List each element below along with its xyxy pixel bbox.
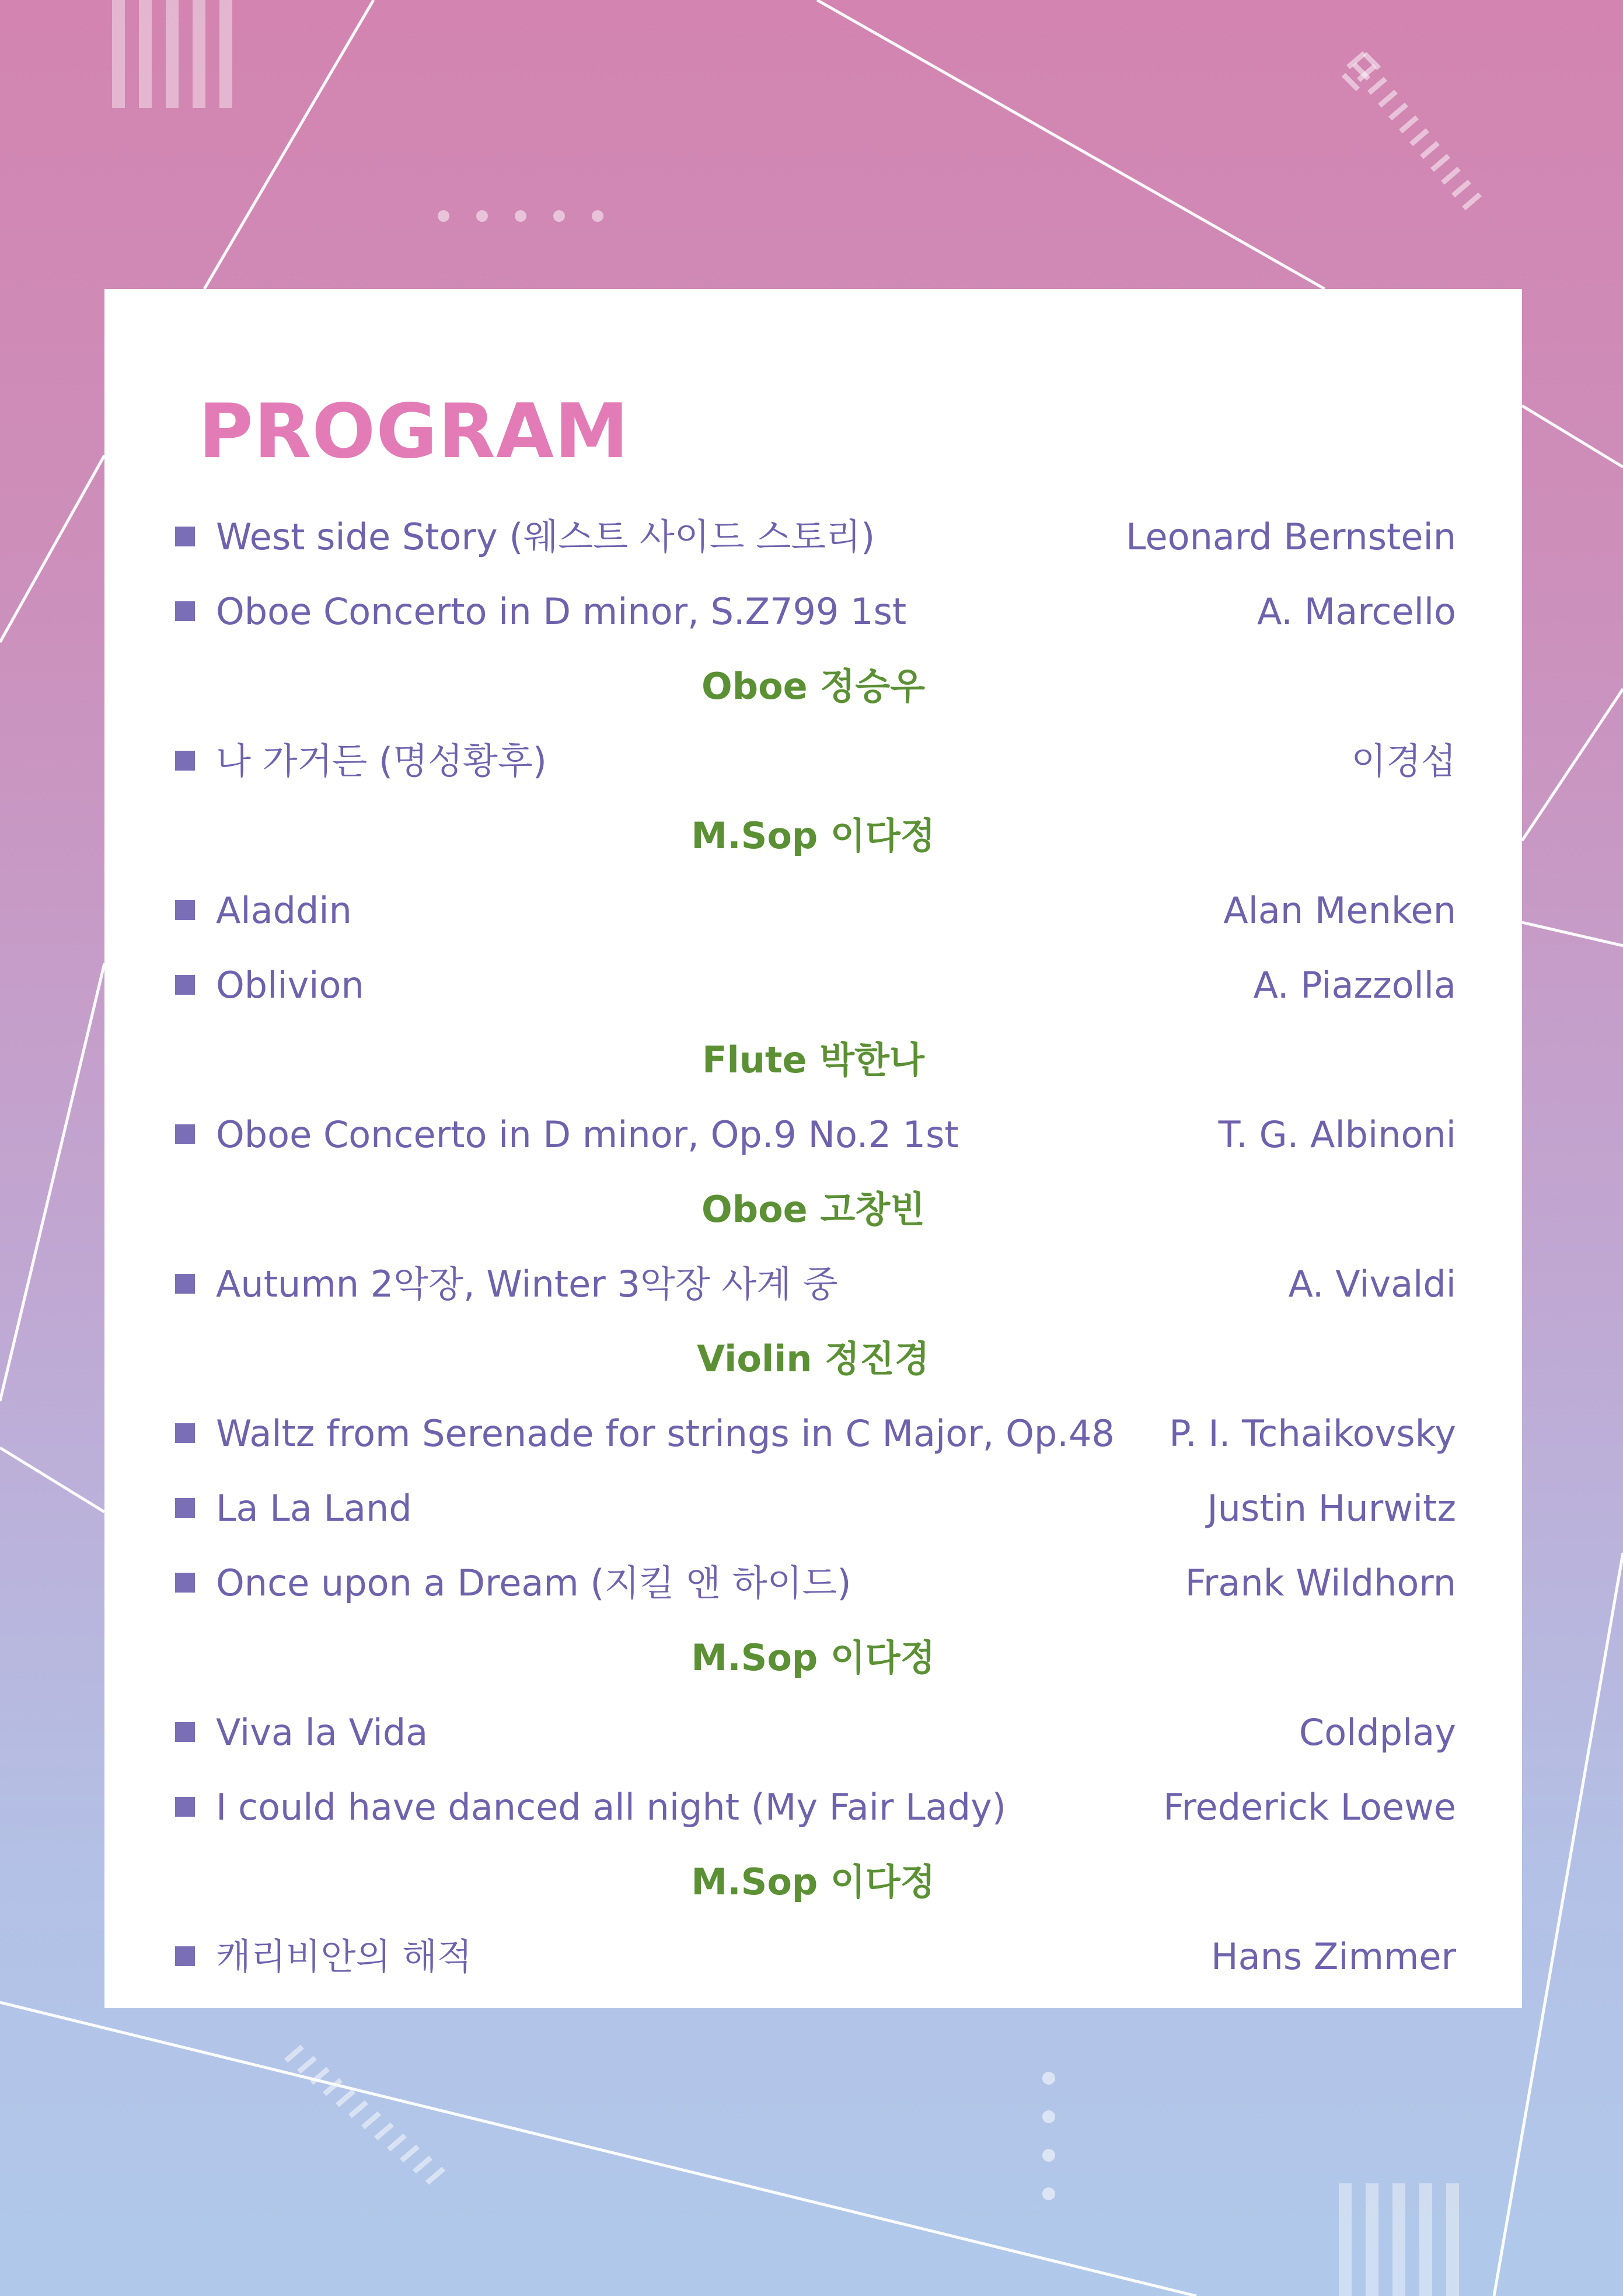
square-bullet-icon bbox=[175, 1274, 195, 1294]
performer-line: Violin 정진경 bbox=[697, 1337, 930, 1380]
composer-name: Frank Wildhorn bbox=[1185, 1562, 1456, 1604]
composer-name: Leonard Bernstein bbox=[1126, 515, 1456, 558]
program-item bbox=[175, 1255, 1456, 1314]
square-bullet-icon bbox=[175, 1124, 195, 1144]
hatch-mark bbox=[299, 2058, 315, 2072]
square-bullet-icon bbox=[175, 975, 195, 995]
program-item bbox=[175, 1479, 1456, 1538]
composer-name: Justin Hurwitz bbox=[1207, 1487, 1456, 1529]
hatch-mark bbox=[1453, 182, 1470, 196]
piece-title: 나 가거든 (명성황후) bbox=[216, 740, 547, 782]
composer-name: A. Vivaldi bbox=[1288, 1263, 1456, 1305]
square-bullet-icon bbox=[175, 1797, 195, 1817]
performer-line: Oboe 고창빈 bbox=[701, 1188, 925, 1231]
square-bullet-icon bbox=[175, 1946, 195, 1966]
performer-line: M.Sop 이다정 bbox=[691, 1861, 936, 1903]
program-item bbox=[175, 1703, 1456, 1762]
piece-title: Autumn 2악장, Winter 3악장 사계 중 bbox=[216, 1263, 838, 1305]
composer-name: A. Piazzolla bbox=[1253, 964, 1456, 1006]
square-bullet-icon bbox=[175, 1722, 195, 1742]
program-item bbox=[175, 882, 1456, 940]
square-bullet-icon bbox=[175, 601, 195, 621]
hatch-mark bbox=[376, 2124, 392, 2138]
performer-line: M.Sop 이다정 bbox=[691, 814, 936, 857]
hatch-mark bbox=[1411, 130, 1427, 144]
square-bullet-icon bbox=[175, 1573, 195, 1593]
hatch-mark bbox=[1432, 156, 1449, 170]
square-bullet-icon bbox=[175, 751, 195, 771]
piece-title: Once upon a Dream (지킬 앤 하이드) bbox=[216, 1562, 851, 1604]
hatch-mark bbox=[350, 2102, 367, 2116]
composer-name: Hans Zimmer bbox=[1210, 1935, 1456, 1978]
piece-title: 캐리비안의 해적 bbox=[216, 1935, 472, 1978]
piece-title: La La Land bbox=[216, 1487, 412, 1529]
program-item bbox=[175, 1928, 1456, 1986]
performer-line: Oboe 정승우 bbox=[701, 665, 925, 708]
piece-title: I could have danced all night (My Fair Lady) bbox=[216, 1786, 1006, 1828]
hatch-mark bbox=[1369, 79, 1385, 93]
hatch-mark bbox=[414, 2158, 431, 2172]
square-bullet-icon bbox=[175, 1498, 195, 1518]
hatch-mark bbox=[1443, 169, 1459, 183]
hatch-mark bbox=[389, 2135, 405, 2149]
hatch-mark bbox=[363, 2113, 379, 2127]
square-bullet-icon bbox=[175, 900, 195, 920]
composer-name: Frederick Loewe bbox=[1163, 1786, 1456, 1828]
program-item bbox=[175, 1554, 1456, 1612]
piece-title: Oblivion bbox=[216, 964, 364, 1006]
piece-title: Viva la Vida bbox=[216, 1711, 428, 1754]
composer-name: A. Marcello bbox=[1257, 590, 1456, 633]
hatch-mark bbox=[1464, 194, 1480, 208]
hatch-mark bbox=[1380, 92, 1396, 106]
hatch-mark bbox=[427, 2169, 444, 2183]
program-item bbox=[175, 732, 1456, 790]
piece-title: Waltz from Serenade for strings in C Major, Op.48 bbox=[216, 1412, 1115, 1455]
program-item bbox=[175, 1405, 1456, 1463]
program-title: PROGRAM bbox=[198, 388, 630, 475]
square-bullet-icon bbox=[175, 527, 195, 546]
piece-title: Aladdin bbox=[216, 889, 352, 932]
composer-name: Coldplay bbox=[1299, 1711, 1456, 1754]
hatch-mark bbox=[1422, 143, 1438, 157]
program-item bbox=[175, 956, 1456, 1015]
hatch-mark bbox=[402, 2147, 418, 2161]
piece-title: West side Story (웨스트 사이드 스토리) bbox=[216, 515, 875, 558]
program-item bbox=[175, 508, 1456, 566]
program-item bbox=[175, 1778, 1456, 1837]
square-bullet-icon bbox=[175, 1423, 195, 1443]
program-item bbox=[175, 1106, 1456, 1164]
piece-title: Oboe Concerto in D minor, S.Z799 1st bbox=[216, 590, 907, 633]
hatch-mark bbox=[1390, 104, 1406, 119]
composer-name: 이경섭 bbox=[1351, 740, 1456, 782]
performer-line: M.Sop 이다정 bbox=[691, 1636, 936, 1679]
composer-name: P. I. Tchaikovsky bbox=[1169, 1412, 1456, 1455]
hatch-mark bbox=[1401, 117, 1417, 131]
program-item bbox=[175, 583, 1456, 641]
composer-name: T. G. Albinoni bbox=[1218, 1113, 1456, 1156]
performer-line: Flute 박한나 bbox=[702, 1039, 924, 1081]
hatch-mark bbox=[286, 2047, 302, 2061]
hatch-mark bbox=[337, 2091, 354, 2105]
composer-name: Alan Menken bbox=[1223, 889, 1456, 932]
piece-title: Oboe Concerto in D minor, Op.9 No.2 1st bbox=[216, 1113, 959, 1156]
